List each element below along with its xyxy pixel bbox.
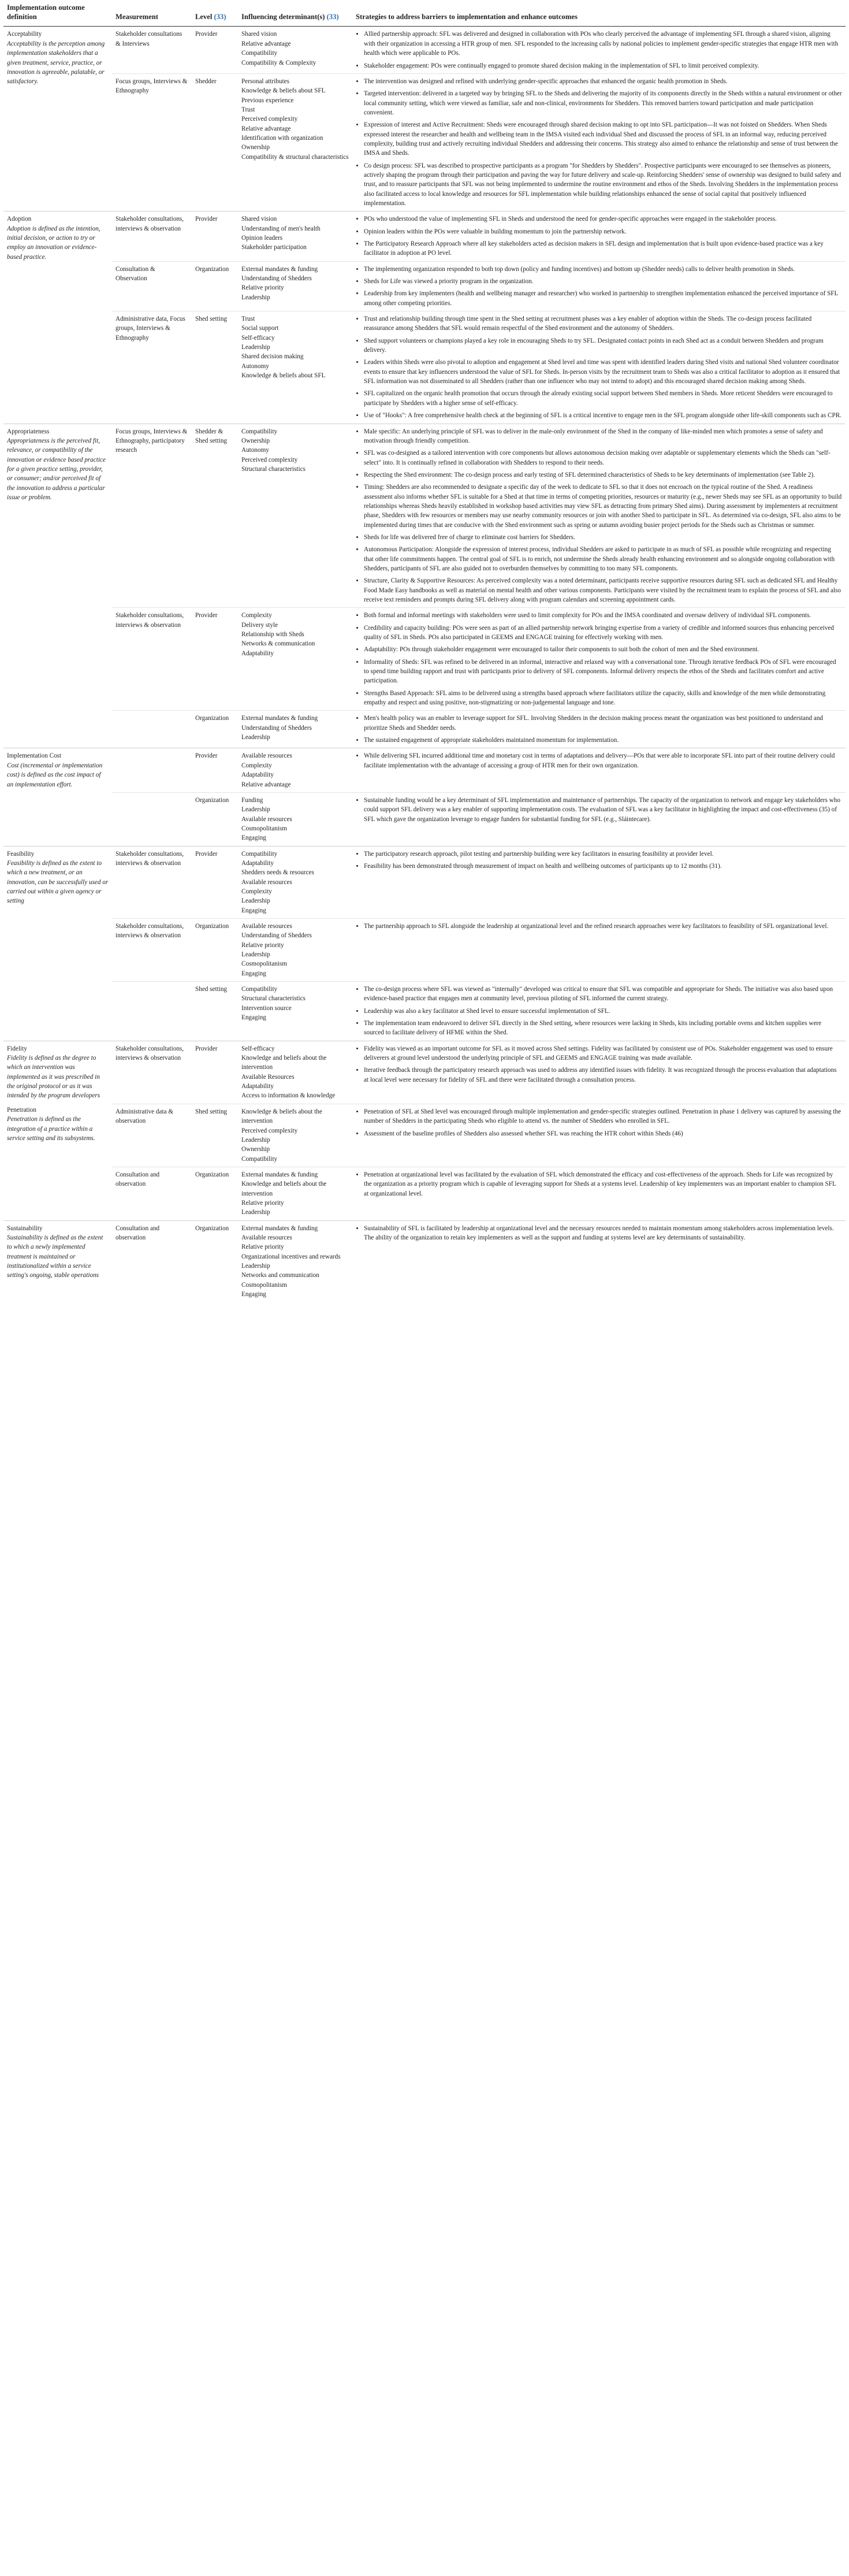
determinant-item: External mandates & funding — [241, 715, 318, 722]
determinant-item: Knowledge & beliefs about SFL — [241, 87, 326, 95]
strategies-cell — [352, 792, 846, 846]
determinant-item: Adaptability — [241, 859, 274, 867]
strategy-item: • Expression of interest and Active Recruitment: Sheds were encouraged through shared decision making to opt into SFL participation—It was not foisted on Shedders. When Sheds expressed interest the researcher and health and wellbeing team in the IMSA visited each individual Shed and discussed the process of SFL in an informal way, reducing perceived complexity, building trust and actively recruiting individual Shedders and addressing their concerns. This strategy also aimed to enhance the relationship and sense of trust between the IMSA and Sheds. — [364, 120, 842, 158]
determinant-item: Available resources — [241, 1234, 292, 1241]
table-row — [3, 73, 846, 211]
strategy-item: • Shed support volunteers or champions played a key role in encouraging Sheds to try SFL. Designated contact points in each Shed act as a conduit between Shedders and program delivery. — [364, 336, 842, 355]
strategies-list — [356, 1107, 842, 1138]
determinant-item: Understanding of men's health — [241, 225, 321, 232]
strategy-item: • While delivering SFL incurred additional time and monetary cost in terms of adaptations and delivery—POs that were able to incorporate SFL into part of their routine delivery could facilitate implementation with the advantage of accessing a group of HTR men for their own organization. — [364, 751, 842, 770]
determinants-cell — [238, 792, 352, 846]
determinant-item: Complexity — [241, 612, 272, 619]
measurement-cell: Focus groups, Interviews & Ethnography, participatory research — [112, 424, 192, 608]
determinant-item: Knowledge & beliefs about the intervention — [241, 1108, 322, 1125]
strategies-cell — [352, 1167, 846, 1220]
level-cell: Organization — [192, 1220, 238, 1302]
determinant-item: Available resources — [241, 752, 292, 760]
strategy-item: • Leadership from key implementers (health and wellbeing manager and researcher) who worked in partnership to strengthen implementation enhanced the perceived importance of SFL among other competing priorities. — [364, 289, 842, 308]
determinant-item: Identification with organization — [241, 134, 323, 142]
strategy-item: • Iterative feedback through the participatory research approach was used to address any identified issues with fidelity. It was recognized through the process evaluation that adaptations at local level were necessary for fidelity of SFL and there were facilitated through a consultation process. — [364, 1066, 842, 1085]
determinants-cell — [238, 1041, 352, 1104]
strategies-list — [356, 849, 842, 871]
strategies-cell — [352, 1220, 846, 1302]
strategy-item: • Targeted intervention: delivered in a targeted way by bringing SFL to the Sheds and delivering the majority of its components directly in the Sheds within a natural environment or other local community setting, which were viewed as familiar, safe and non-clinical, environments for Shedders. This removed barriers toward participation and made participation convenient. — [364, 89, 842, 117]
determinant-item: Understanding of Shedders — [241, 275, 312, 283]
determinants-cell — [238, 846, 352, 918]
strategy-item: • Assessment of the baseline profiles of Shedders also assessed whether SFL was reaching the HTR cohort within Sheds (46) — [364, 1129, 842, 1138]
measurement-cell: Stakeholder consultations, interviews & observation — [112, 918, 192, 981]
strategies-cell — [352, 1104, 846, 1167]
level-cell: Provider — [192, 1041, 238, 1104]
determinant-item: Engaging — [241, 1014, 266, 1022]
determinant-item: Engaging — [241, 1291, 266, 1298]
determinant-item: Autonomy — [241, 362, 269, 370]
strategy-item: • SFL was co-designed as a tailored intervention with core components but allows autonomous decision making over adaptable or supplementary elements which the Sheds can "self-select" into. It is continually refined in collaboration with Shedders to respond to their needs. — [364, 448, 842, 467]
determinant-item: Ownership — [241, 437, 270, 444]
outcome-cell — [3, 748, 112, 846]
table-row — [3, 311, 846, 424]
outcome-definition: Cost (incremental or implementation cost) is defined as the cost impact of an implementation effort. — [7, 762, 103, 788]
level-cell: Shedder — [192, 73, 238, 211]
strategies-list — [356, 29, 842, 70]
strategies-list — [356, 1170, 842, 1198]
strategies-cell — [352, 424, 846, 608]
determinant-item: Knowledge and beliefs about the intervention — [241, 1055, 327, 1071]
determinant-item: Perceived complexity — [241, 1127, 298, 1134]
determinant-item: Networks and communication — [241, 1272, 319, 1279]
determinant-item: Previous experience — [241, 96, 294, 104]
level-cell: Provider — [192, 211, 238, 261]
outcome-name: Fidelity — [7, 1045, 27, 1052]
determinant-item: Compatibility — [241, 50, 278, 57]
determinant-item: Complexity — [241, 762, 272, 769]
strategy-item: • Autonomous Participation: Alongside the expression of interest process, individual Shedders are asked to participate in as much of SFL as possible while recognizing and respecting that other life commitments happen. The central goal of SFL is to enrich, not undermine the Sheds already health enhancing environment and so alongside ongoing collaboration with Shedders, participants of SFL are also guided not to overburden themselves by committing to too many SFL components. — [364, 545, 842, 573]
determinant-item: Self-efficacy — [241, 1045, 275, 1052]
outcome-name: Acceptability — [7, 31, 42, 38]
table-row — [3, 982, 846, 1041]
strategies-list — [356, 985, 842, 1038]
strategies-cell — [352, 261, 846, 311]
outcome-definition: Adoption is defined as the intention, initial decision, or action to try or employ an innovation or evidence-based practice. — [7, 225, 100, 261]
strategy-item: • Male specific: An underlying principle of SFL was to deliver in the male-only environment of the Shed in the company of like-minded men which promotes a sense of safety and motivation through friendly competition. — [364, 427, 842, 446]
measurement-cell — [112, 982, 192, 1041]
determinants-cell — [238, 1167, 352, 1220]
outcome-cell — [3, 846, 112, 1041]
strategies-list — [356, 611, 842, 707]
determinants-cell — [238, 982, 352, 1041]
strategies-cell — [352, 27, 846, 73]
determinants-cell — [238, 211, 352, 261]
strategy-item: • The implementation team endeavored to deliver SFL directly in the Shed setting, where resources were lacking in Sheds, kits including portable ovens and kitchen supplies were sourced to facilitate delivery of HFME within the Shed. — [364, 1019, 842, 1038]
strategies-cell — [352, 1041, 846, 1104]
strategies-cell — [352, 608, 846, 711]
level-cell: Shed setting — [192, 982, 238, 1041]
outcome-name: Sustainability — [7, 1224, 43, 1232]
header-outcome: Implementation outcome definition — [3, 2, 112, 27]
table-row — [3, 211, 846, 261]
table-row — [3, 27, 846, 73]
determinant-item: Relative advantage — [241, 40, 291, 47]
outcome-cell — [3, 27, 112, 211]
header-determinants-ref[interactable]: (33) — [326, 12, 339, 21]
determinant-item: Relative advantage — [241, 125, 291, 132]
outcome-cell — [3, 211, 112, 424]
outcome-name: Appropriateness — [7, 428, 50, 435]
strategy-item: • Both formal and informal meetings with stakeholders were used to limit complexity for POs and the IMSA coordinated and oversaw delivery of individual SFL components. — [364, 611, 842, 620]
determinant-item: Structural characteristics — [241, 995, 306, 1003]
strategies-list — [356, 1224, 842, 1243]
level-cell: Shed setting — [192, 1104, 238, 1167]
table-row — [3, 846, 846, 918]
determinant-item: Leadership — [241, 734, 270, 741]
level-cell: Provider — [192, 748, 238, 792]
strategy-item: • The sustained engagement of appropriate stakeholders maintained momentum for implementation. — [364, 736, 842, 745]
determinant-item: Leadership — [241, 1209, 270, 1216]
measurement-cell: Stakeholder consultations, interviews & observation — [112, 211, 192, 261]
level-cell: Provider — [192, 27, 238, 73]
header-measurement: Measurement — [112, 2, 192, 27]
table-row — [3, 608, 846, 711]
determinant-item: Shared vision — [241, 31, 277, 38]
strategies-cell — [352, 748, 846, 792]
determinant-item: Leadership — [241, 897, 270, 905]
implementation-outcomes-table — [3, 2, 846, 1302]
determinant-item: Understanding of Shedders — [241, 724, 312, 732]
strategy-item: • SFL capitalized on the organic health promotion that occurs through the already existing social support between Shed members in Sheds. More reticent Shedders were encouraged to participate by Shedders with a higher sense of self-efficacy. — [364, 389, 842, 408]
determinant-item: Organizational incentives and rewards — [241, 1253, 341, 1260]
measurement-cell: Consultation & Observation — [112, 261, 192, 311]
determinant-item: External mandates & funding — [241, 1171, 318, 1178]
strategies-list — [356, 77, 842, 208]
determinant-item: Adaptability — [241, 771, 274, 779]
level-cell: Organization — [192, 918, 238, 981]
determinants-cell — [238, 748, 352, 792]
determinants-cell — [238, 608, 352, 711]
determinant-item: Ownership — [241, 1146, 270, 1153]
determinants-cell — [238, 261, 352, 311]
strategies-cell — [352, 711, 846, 748]
determinant-item: Self-efficacy — [241, 334, 275, 342]
determinant-item: Compatibility & structural characteristics — [241, 153, 349, 161]
determinants-cell — [238, 27, 352, 73]
strategies-cell — [352, 211, 846, 261]
determinant-item: Relative priority — [241, 1199, 284, 1207]
measurement-cell: Administrative data & observation — [112, 1104, 192, 1167]
strategy-item: • Feasibility has been demonstrated through measurement of impact on health and wellbeing outcomes of participants up to 12 months (31). — [364, 862, 842, 871]
table-row — [3, 1220, 846, 1302]
strategy-item: • Leadership was also a key facilitator at Shed level to ensure successful implementation of SFL. — [364, 1007, 842, 1016]
strategy-item: • The implementing organization responded to both top down (policy and funding incentives) and bottom up (Shedder needs) calls to deliver health promotion in Sheds. — [364, 265, 842, 274]
strategy-item: • Penetration at organizational level was facilitated by the evaluation of SFL which demonstrated the efficacy and cost-effectiveness of the approach. Sheds for Life was recognized by the organization as a priority program which is capable of leveraging support for Sheds at a systems level. Leadership of key implementers was an important enabler to champion SFL at organizational level. — [364, 1170, 842, 1198]
strategy-item: • Fidelity was viewed as an important outcome for SFL as it moved across Shed settings. Fidelity was facilitated by consistent use of POs. Stakeholder engagement was used to ensure deliverers at ground level understood the underlying principle of SFL and GEEMS and ENGAGE training was made available. — [364, 1044, 842, 1063]
determinant-item: Knowledge & beliefs about SFL — [241, 372, 326, 380]
determinants-cell — [238, 711, 352, 748]
strategy-item: • Structure, Clarity & Supportive Resources: As perceived complexity was a noted determinant, participants receive supportive resources during SFL such as dedicated SFL and Healthy Food Made Easy handbooks as well as material on mental health and other various components. Participants were visited by the recruitment team to explain the process of SFL and also receive text reminders and prompts during SFL delivery along with program calendars and screening appointment cards. — [364, 576, 842, 604]
determinant-item: Perceived complexity — [241, 456, 298, 463]
determinants-cell — [238, 1220, 352, 1302]
determinant-item: Leadership — [241, 806, 270, 814]
outcome-cell — [3, 1041, 112, 1220]
measurement-cell — [112, 748, 192, 792]
determinant-item: Cosmopolitanism — [241, 960, 287, 968]
determinant-item: Social support — [241, 325, 279, 332]
level-cell: Organization — [192, 711, 238, 748]
strategy-item: • Use of "Hooks": A free comprehensive health check at the beginning of SFL is a critical incentive to engage men in the SFL program alongside other life-skill components such as CPR. — [364, 411, 842, 420]
measurement-cell: Stakeholder consultations, interviews & observation — [112, 1041, 192, 1104]
determinant-item: Relative priority — [241, 284, 284, 292]
determinant-item: Available resources — [241, 815, 292, 823]
strategies-list — [356, 314, 842, 420]
strategy-item: • Informality of Sheds: SFL was refined to be delivered in an informal, interactive and relaxed way with a conversational tone. Through iterative feedback POs of SFL were encouraged to spend time building rapport and trust with participants prior to delivery of SFL components. Informal delivery respects the ethos of the Sheds and facilitates comfort and active participation. — [364, 658, 842, 686]
determinant-item: Leadership — [241, 294, 270, 301]
determinants-cell — [238, 424, 352, 608]
determinant-item: Autonomy — [241, 447, 269, 454]
measurement-cell — [112, 711, 192, 748]
level-cell: Provider — [192, 846, 238, 918]
strategy-item: • The co-design process where SFL was viewed as "internally" developed was critical to ensure that SFL was compatible and appropriate for Sheds. The initiative was also based upon evidence-based practice that engages men at community level, previous piloting of SFL informed the current strategy. — [364, 985, 842, 1004]
header-determinants: Influencing determinant(s) (33) — [238, 2, 352, 27]
outcome-definition: Feasibility is defined as the extent to which a new treatment, or an innovation, can be successfully used or carried out within a given agency or setting — [7, 859, 109, 905]
strategy-item: • Stakeholder engagement: POs were continually engaged to promote shared decision making in the implementation of SFL to limit perceived complexity. — [364, 61, 842, 70]
determinant-item: Relative priority — [241, 1244, 284, 1251]
determinant-item: Adaptability — [241, 649, 274, 657]
measurement-cell: Stakeholder consultations, interviews & observation — [112, 846, 192, 918]
outcome-name: Feasibility — [7, 850, 35, 858]
strategy-item: • Men's health policy was an enabler to leverage support for SFL. Involving Shedders in the decision making process meant the organization was best positioned to understand and prioritize Sheds and Shedder needs. — [364, 714, 842, 733]
determinant-item: Cosmopolitanism — [241, 825, 287, 832]
determinant-item: Understanding of Shedders — [241, 932, 312, 940]
determinant-item: Compatibility — [241, 1155, 278, 1163]
table-header — [3, 2, 846, 27]
determinant-item: External mandates & funding — [241, 265, 318, 273]
determinant-item: Funding — [241, 796, 263, 804]
determinant-item: Relative priority — [241, 941, 284, 949]
strategies-list — [356, 751, 842, 770]
strategy-item: • The Participatory Research Approach where all key stakeholders acted as decision makers in SFL design and implementation that is built upon evidence-based practice was a key facilitator in adoption at PO level. — [364, 239, 842, 258]
strategies-list — [356, 796, 842, 824]
strategies-list — [356, 714, 842, 745]
determinants-cell — [238, 73, 352, 211]
table-row — [3, 1041, 846, 1104]
strategy-item: • Trust and relationship building through time spent in the Shed setting at recruitment phases was a key enabler of adoption within the Sheds. The co-design process facilitated reassurance among Shedders that SFL would remain respectful of the Shed environment and the autonomy of Shedders. — [364, 314, 842, 333]
table-row — [3, 1167, 846, 1220]
outcome-cell — [3, 1220, 112, 1302]
determinant-item: Ownership — [241, 144, 270, 151]
strategy-item: • Sheds for Life was viewed a priority program in the organization. — [364, 277, 842, 286]
strategy-item: • Opinion leaders within the POs were valuable in building momentum to join the partnership network. — [364, 227, 842, 236]
strategy-item: • The intervention was designed and refined with underlying gender-specific approaches that enhanced the organic health promotion in Sheds. — [364, 77, 842, 86]
determinant-item: Leadership — [241, 951, 270, 958]
table-row — [3, 261, 846, 311]
outcome-definition: Acceptability is the perception among implementation stakeholders that a given treatment, service, practice, or innovation is agreeable, palatable, or satisfactory. — [7, 40, 105, 86]
table-row — [3, 424, 846, 608]
determinants-cell — [238, 1104, 352, 1167]
measurement-cell: Stakeholder consultations, interviews & observation — [112, 608, 192, 711]
level-cell: Organization — [192, 792, 238, 846]
strategy-item: • Strengths Based Approach: SFL aims to be delivered using a strengths based approach where facilitators utilize the capacity, skills and knowledge of the men while demonstrating empathy and respect and using positive, non-stigmatizing or non-judgemental language and tone. — [364, 689, 842, 708]
determinant-item: Trust — [241, 315, 255, 323]
determinant-item: Compatibility — [241, 850, 278, 858]
strategy-item: • Penetration of SFL at Shed level was encouraged through multiple implementation and gender-specific strategies outlined. Penetration in phase 1 delivery was captured by assessing the number of Shedders in the participating Sheds who eligible to attend vs. the number of Shedders who enrolled in SFL. — [364, 1107, 842, 1126]
strategy-item: • The partnership approach to SFL alongside the leadership at organizational level and the refined research approaches were key facilitators to feasibility of SFL organizational level. — [364, 922, 842, 931]
measurement-cell: Consultation and observation — [112, 1167, 192, 1220]
table-row — [3, 918, 846, 981]
table-row — [3, 748, 846, 792]
determinant-item: Trust — [241, 106, 255, 113]
header-level-ref[interactable]: (33) — [214, 12, 226, 21]
strategy-item: • Sustainability of SFL is facilitated by leadership at organizational level and the necessary resources needed to maintain momentum among stakeholders across implementation levels. The ability of the organization to retain key implementers as well as the support and funding at systems level are key determinants of sustainability. — [364, 1224, 842, 1243]
determinant-item: Leadership — [241, 344, 270, 351]
determinant-item: Access to information & knowledge — [241, 1092, 336, 1100]
table-row — [3, 792, 846, 846]
determinant-item: Delivery style — [241, 621, 278, 629]
level-cell: Organization — [192, 1167, 238, 1220]
table-body — [3, 27, 846, 1302]
strategies-cell — [352, 918, 846, 981]
determinant-item: Intervention source — [241, 1004, 292, 1012]
measurement-cell — [112, 792, 192, 846]
strategies-list — [356, 1044, 842, 1085]
measurement-cell: Focus groups, Interviews & Ethnography — [112, 73, 192, 211]
determinant-item: Leadership — [241, 1262, 270, 1270]
strategies-list — [356, 265, 842, 308]
determinant-item: Structural characteristics — [241, 465, 306, 473]
determinant-item: Available Resources — [241, 1073, 295, 1081]
determinant-item: Engaging — [241, 834, 266, 842]
strategies-cell — [352, 846, 846, 918]
outcome-name: Adoption — [7, 216, 32, 223]
determinant-item: Available resources — [241, 922, 292, 930]
determinant-item: Compatibility — [241, 428, 278, 435]
header-strategies: Strategies to address barriers to implementation and enhance outcomes — [352, 2, 846, 27]
determinant-item: Available resources — [241, 878, 292, 886]
measurement-cell: Stakeholder consultations & Interviews — [112, 27, 192, 73]
table-row — [3, 1104, 846, 1167]
determinant-item: Engaging — [241, 970, 266, 977]
header-level: Level (33) — [192, 2, 238, 27]
strategies-cell — [352, 982, 846, 1041]
strategy-item: • Credibility and capacity building: POs were seen as part of an allied partnership network bringing expertise from a variety of credible and informed sources thus enhancing perceived quality of SFL in Sheds. POs also participated in GEEMS and ENGAGE training for effectively working with men. — [364, 623, 842, 643]
determinant-item: Relative advantage — [241, 781, 291, 788]
determinant-item: External mandates & funding — [241, 1224, 318, 1232]
determinants-cell — [238, 918, 352, 981]
strategy-item: • Adaptability: POs through stakeholder engagement were encouraged to tailor their components to suit both the cohort of men and the Shed environment. — [364, 645, 842, 654]
penetration-block — [7, 1105, 109, 1143]
strategy-item: • Leaders within Sheds were also pivotal to adoption and engagement at Shed level and time was spent with identified leaders during Shed visits and national Shed volunteer coordinator events to ensure that key influencers understood the value of SFL for Sheds. In-person visits by the recruitment team to Sheds was also a critical facilitator to adoption as it ensured that SFL information was not disseminated to all Shedders (rather than one influencer who may not intend to adopt) and this encouraged shared decision making among Sheds. — [364, 358, 842, 386]
level-cell: Shedder & Shed setting — [192, 424, 238, 608]
determinants-cell — [238, 311, 352, 424]
strategies-list — [356, 214, 842, 258]
strategies-cell — [352, 311, 846, 424]
determinant-item: Stakeholder participation — [241, 244, 307, 251]
determinant-item: Complexity — [241, 888, 272, 895]
strategy-item: • Respecting the Shed environment: The co-design process and early testing of SFL determined characteristics of Sheds to be key determinants of implementation (see Table 2). — [364, 470, 842, 480]
strategy-item: • Sheds for life was delivered free of charge to eliminate cost barriers for Shedders. — [364, 533, 842, 542]
strategies-list — [356, 427, 842, 605]
measurement-cell: Administrative data, Focus groups, Interviews & Ethnography — [112, 311, 192, 424]
outcome-name: Implementation Cost — [7, 752, 62, 760]
determinant-item: Personal attributes — [241, 77, 289, 85]
determinant-item: Perceived complexity — [241, 116, 298, 123]
strategy-item: • POs who understood the value of implementing SFL in Sheds and understood the need for gender-specific approaches were engaged in the stakeholder process. — [364, 214, 842, 224]
penetration-name: Penetration — [7, 1106, 36, 1113]
determinant-item: Shedders needs & resources — [241, 869, 314, 877]
strategy-item: • Allied partnership approach: SFL was delivered and designed in collaboration with POs who clearly perceived the advantage of implementing SFL through a shared vision, aligning with their organization in accessing a HTR group of men. SFL responded to the increasing calls by national policies to implement gender-specific strategies that engage HTR men with health which were applicable to POs. — [364, 29, 842, 58]
determinant-item: Compatibility — [241, 986, 278, 993]
determinant-item: Networks & communication — [241, 640, 315, 648]
determinant-item: Cosmopolitanism — [241, 1281, 287, 1289]
determinant-item: Engaging — [241, 907, 266, 914]
determinant-item: Shared decision making — [241, 353, 304, 361]
table-row — [3, 711, 846, 748]
determinant-item: Knowledge and beliefs about the intervention — [241, 1181, 327, 1197]
determinant-item: Leadership — [241, 1136, 270, 1144]
outcome-definition: Fidelity is defined as the degree to which an intervention was implemented as it was prescribed in the original protocol or as it was intended by the program developers — [7, 1055, 100, 1100]
outcome-definition: Appropriateness is the perceived fit, relevance, or compatibility of the innovation or evidence based practice for a given practice setting, provider, or consumer; and/or perceived fit of the innovation to address a particular issue or problem. — [7, 437, 106, 501]
level-cell: Organization — [192, 261, 238, 311]
determinant-item: Opinion leaders — [241, 235, 283, 242]
penetration-definition: Penetration is defined as the integration of a practice within a service setting and its subsystems. — [7, 1116, 95, 1142]
strategies-cell — [352, 73, 846, 211]
strategy-item: • The participatory research approach, pilot testing and partnership building were key facilitators in ensuring feasibility at provider level. — [364, 849, 842, 859]
level-cell: Shed setting — [192, 311, 238, 424]
determinant-item: Compatibility & Complexity — [241, 59, 316, 66]
determinant-item: Adaptability — [241, 1083, 274, 1090]
strategy-item: • Sustainable funding would be a key determinant of SFL implementation and maintenance of partnerships. The capacity of the organization to network and engage key stakeholders who could support SFL delivery was a key enabler of supporting implementation costs. The evaluation of SFL was a key facilitator in highlighting the impact and cost-effectiveness (35) of SFL which gave the organization leverage to engage funders for substantial funding for SFL (e.g., Sláintecare). — [364, 796, 842, 824]
level-cell: Provider — [192, 608, 238, 711]
strategy-item: • Timing: Shedders are also recommended to designate a specific day of the week to dedicate to SFL so that it does not encroach on the typical routine of the Shed. A readiness assessment also informs whether SFL is suitable for a Shed at that time in terms of competing priorities, resources or maturity (e.g., newer Sheds may see SFL as an opportunity to build relationships whereas Sheds heavily established in workshop based activities may view SFL as detracting from primary Shed aims). During assessment by implementers at recruitment phase, Shedders with few resources or members may use nearby community resources or join with another Shed to participate in SFL. As determined via co-design, SFL also aims to be implemented during times that are conducive with the Shed environment such as spring or autumn avoiding busier project periods for the Sheds such as Christmas or summer. — [364, 482, 842, 530]
determinant-item: Relationship with Sheds — [241, 631, 304, 639]
strategy-item: • Co design process: SFL was described to prospective participants as a program "for Shedders by Shedders". Prospective participants were encouraged to see themselves as pioneers, actively shaping the program through their participation and paving the way for future delivery and scale-up. Reinforcing Shedders' sense of ownership was designed to build safety and trust, and to reassure participants that SFL was not being implemented to undermine the routine environment and ethos of the Sheds. Involving Shedders in the implementation process also facilitated access to local knowledge and resources for SFL implementation while building relationships enhanced the sense of social capital that positively influenced implementation. — [364, 161, 842, 209]
determinant-item: Shared vision — [241, 216, 277, 223]
strategies-list — [356, 922, 842, 931]
outcome-cell — [3, 424, 112, 748]
outcome-definition: Sustainability is defined as the extent to which a newly implemented treatment is maintained or institutionalized within a service setting's ongoing, stable operations — [7, 1234, 103, 1279]
measurement-cell: Consultation and observation — [112, 1220, 192, 1302]
